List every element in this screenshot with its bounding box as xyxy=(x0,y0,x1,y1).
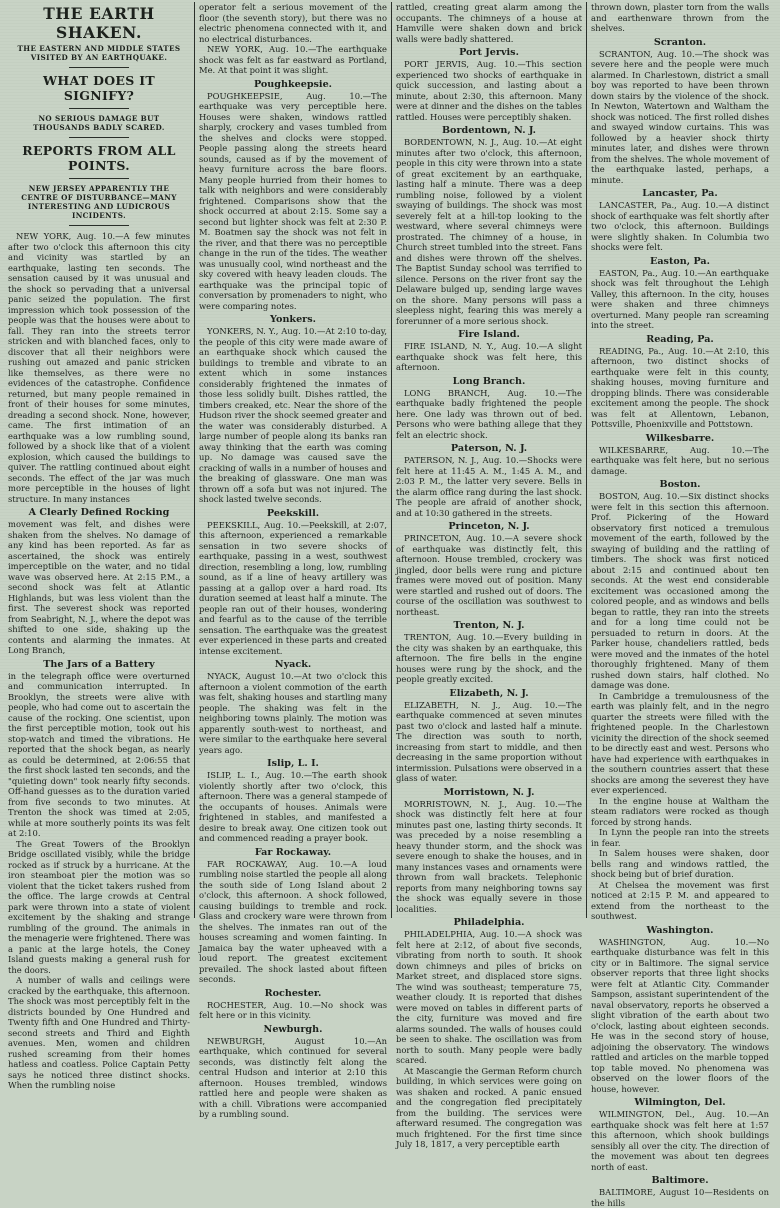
article-paragraph: BORDENTOWN, N. J., Aug. 10.—At eight minutes after two o'clock, this afternoon, people in this city were thrown into a state of great excitement by an earthquake, lasting half a minute. There was a deep rumbling noise, followed by a violent swaying of buildings. The shock was most severely felt at a hill-top looking to the westward, where several chimneys were prostrated. The chimney of a house, in Church street tumbled into the street. Fans and dishes were thrown off the shelves. The Baptist Sunday school was terrified to silence. Persons on the river front say the Delaware bulged up, sending large waves on the shore. Many persons will pass a sleepless night, fearing this was merely a forerunner of a more serious shock. xyxy=(396,137,582,326)
divider xyxy=(69,178,129,179)
place-heading: Washington. xyxy=(646,924,714,936)
place-heading: Reading, Pa. xyxy=(646,333,714,345)
column-4 xyxy=(587,2,773,1208)
article-paragraph: PATERSON, N. J., Aug. 10.—Shocks were felt here at 11:45 A. M., 1:45 A. M., and 2:03 P. M., the latter very severe. Bells in the alarm office rang during the last shock. The people are afraid of another shock, and at 10:30 gathered in the streets. xyxy=(396,455,582,518)
subheadline-3: NEW JERSEY APPARENTLY THE CENTRE OF DISTURBANCE—MANY INTERESTING AND LUDICROUS INCIDENTS. xyxy=(21,184,177,220)
article-paragraph: In Lynn the people ran into the streets in fear. xyxy=(591,827,769,848)
article-paragraph: PEEKSKILL, Aug. 10.—Peekskill, at 2:07, this afternoon, experienced a remarkable sensation in two severe shocks of earthquake, passing in a west, southwest direction, resembling a long, low, rumbling sound, as if a line of heavy artillery was passing at a gallop over a hard road. Its duration seemed at least half a minute. The people ran out of their houses, wondering and fearful as to the cause of the terrible sensation. The earthquake was the greatest ever experienced in these parts and created intense excitement. xyxy=(199,519,387,656)
place-heading: Islip, L. I. xyxy=(267,758,319,769)
subheadline-2: NO SERIOUS DAMAGE BUT THOUSANDS BADLY SCARED. xyxy=(33,114,165,132)
place-heading: Port Jervis. xyxy=(459,47,519,58)
place-heading: Long Branch. xyxy=(452,375,526,387)
place-heading: Fire Island. xyxy=(458,329,520,340)
article-paragraph: The Great Towers of the Brooklyn Bridge oscillated visibly, while the bridge rocked as if struck by a hurricane. At the iron steamboat pier the motion was so violent that the ticket takers rushed from the office. The large crowds at Central park were thrown into a state of violent excitement by the shaking and strange rumbling of the ground. The animals in the menagerie were frightened. There was a panic at the large hotels, the Coney Island guests making a general rush for the doors. xyxy=(8,838,190,975)
place-heading: Lancaster, Pa. xyxy=(642,188,718,199)
article-paragraph: PHILADELPHIA, Aug. 10.—A shock was felt here at 2:12, of about five seconds, vibrating from north to south. It shook down chimneys and piles of bricks on Market street, and displaced store signs. The wind was southeast; temperature 75, weather cloudy. It is reported that dishes were moved on tables in different parts of the city, furniture was moved and fire alarms sounded. The walls of houses could be seen to shake. The oscillation was from north to south. Many people were badly scared. xyxy=(396,929,582,1065)
place-heading: Newburgh. xyxy=(263,1023,323,1035)
divider xyxy=(69,225,129,226)
article-paragraph: At Mascangie the German Reform church building, in which services were going on was shaken and rocked. A panic ensued and the congregation fled precipitately from the building. The services were afterward resumed. The congregation was much frightened. For the first time since July 18, 1817, a very perceptible earth xyxy=(396,1065,582,1149)
article-paragraph: BOSTON, Aug. 10.—Six distinct shocks were felt in this section this afternoon. Prof. Pickering of the Howard observatory first noticed a tremulous movement of the earth, followed by the swaying of building and the rattling of timbers. The shock was first noticed about 2:15 and continued about ten seconds. At the west end considerable excitement was occasioned among the colored people, and as windows and bells began to rattle, they ran into the streets and for a long time could not be persuaded to return in doors. At the Parker house, chandeliers rattled, beds were moved and the inmates of the hotel thoroughly frightened. Many of them rushed down stairs, half clothed. No damage was done. xyxy=(591,491,769,690)
article-paragraph: in the telegraph office were overturned and communication interrupted. In Brooklyn, the streets were alive with people, who had come out to ascertain the cause of the rocking. One scientist, upon the first perceptible motion, took out his stop-watch and timed the vibrations. He reported that the shock began, as nearly as could be determined, at 2:06:55 that the first shock lasted ten seconds, and the "quieting down" took nearly fifty seconds. Off-hand guesses as to the duration varied from five seconds to two minutes. At Trenton the shock was timed at 2:05, while at more southerly points its was felt at 2:10. xyxy=(8,670,190,838)
place-heading: Paterson, N. J. xyxy=(450,443,528,454)
place-heading: Bordentown, N. J. xyxy=(441,125,537,136)
article-paragraph: ELIZABETH, N. J., Aug. 10.—The earthquake commenced at seven minutes past two o'clock and lasted half a minute. The direction was south to north, increasing from start to middle, and then decreasing in the same proportion without intermission. Pulsations were observed in a glass of water. xyxy=(396,699,582,783)
article-paragraph xyxy=(8,231,190,504)
column-3 xyxy=(392,2,586,1149)
article-paragraph: In the engine house at Waltham the steam radiators were rocked as though forced by strong hands. xyxy=(591,795,769,827)
section-heading: A Clearly Defined Rocking xyxy=(28,507,170,518)
article-paragraph: SCRANTON, Aug. 10.—The shock was severe here and the people were much alarmed. In Charlestown, district a small boy was reported to have been thrown down stairs by the violence of the shock. In Newton, Watertown and Waltham the shock was noticed. The first rolled dishes and swayed window curtains. This was followed by a heavier shock thirty minutes later, and dishes were thrown from the shelves. The whole movement of the earthquake lasted, perhaps, a minute. xyxy=(591,48,769,185)
place-heading: Princeton, N. J. xyxy=(448,521,530,532)
article-paragraph: NYACK, August 10.—At two o'clock this afternoon a violent commotion of the earth was felt, shaking houses and startling many people. The shaking was felt in the neighboring towns plainly. The motion was apparently south-west to northeast, and were similar to the earthquake here several years ago. xyxy=(199,671,387,755)
question-headline: WHAT DOES IT SIGNIFY? xyxy=(43,73,155,103)
place-heading: Wilkesbarre. xyxy=(645,432,715,444)
article-paragraph: At Chelsea the movement was first noticed at 2:15 P. M. and appeared to extend from the northeast to the southwest. xyxy=(591,879,769,921)
article-paragraph: PORT JERVIS, Aug. 10.—This section experienced two shocks of earthquake in quick succession, and lasting about a minute, about 2:30, this afternoon. Many were at dinner and the dishes on the tables rattled. Houses were perceptibly shaken. xyxy=(396,59,582,122)
article-paragraph: movement was felt, and dishes were shaken from the shelves. No damage of any kind has been reported. As far as ascertained, the shock was entirely imperceptible on the water, and no tidal wave was observed here. At 2:15 P.M., a second shock was felt at Atlantic Highlands, but was less violent than the first. The severest shock was reported from Seabright, N. J., where the depot was shifted to one side, shaking up the contents and alarming the inmates. At Long Branch, xyxy=(8,519,190,655)
article-paragraph: EASTON, Pa., Aug. 10.—An earthquake shock was felt throughout the Lehigh Valley, this afternoon. In the city, houses were shaken and three chimneys overturned. Many people ran screaming into the street. xyxy=(591,267,769,330)
place-heading: Yonkers. xyxy=(270,314,316,325)
article-paragraph: MORRISTOWN, N. J., Aug. 10.—The shock was distinctly felt here at four minutes past one, lasting thirty seconds. It was preceded by a noise resembling a heavy thunder storm, and the shock was severe enough to shake the houses, and in many instances vases and ornaments were thrown from wall brackets. Telephonic reports from many neighboring towns say the shock was equally severe in those localities. xyxy=(396,798,582,914)
place-heading: Rochester. xyxy=(264,987,322,999)
dateline: NEW YORK, xyxy=(16,231,72,241)
article-paragraph: In Salem houses were shaken, door bells rang and windows rattled, the shock being but of brief duration. xyxy=(591,848,769,879)
article-paragraph: thrown down, plaster torn from the walls and earthenware thrown from the shelves. xyxy=(591,2,769,33)
article-paragraph: LANCASTER, Pa., Aug. 10.—A distinct shock of earthquake was felt shortly after two o'clock, this afternoon. Buildings were slightly shaken. In Columbia two shocks were felt. xyxy=(591,200,769,252)
place-heading: Philadelphia. xyxy=(453,917,525,928)
paragraph-text: Aug. 10.—A few minutes after two o'clock this afternoon this city and vicinity was startled by an earthquake, lasting ten seconds. The sensation caused by it was unusual and the shock so pervading that a universal panic seized the population. The first impression which took possession of the people was that the houses were about to fall. They ran into the streets terror stricken and with blanched faces, only to discover that all their neighbors were rushing out amazed and panic stricken like themselves, as there were no evidences of the catastrophe. Confidence returned, but many people remained in front of their houses for some minutes, dreading a second shock. None, however, came. The first intimation of an earthquake was a low rumbling sound, followed by a shock like that of a violent explosion, which caused the buildings to quiver. The rattling continued about eight seconds. The effect of the jar was much more perceptible in the houses of light structure. In many instances xyxy=(8,231,190,504)
article-paragraph: rattled, creating great alarm among the occupants. The chimneys of a house at Hamville were shaken down and brick walls were badly shattered. xyxy=(396,2,582,44)
article-paragraph: LONG BRANCH, Aug. 10.—The earthquake badly frightened the people here. One lady was thrown out of bed. Persons who were bathing allege that they felt an electric shock. xyxy=(396,387,582,440)
place-heading: Boston. xyxy=(659,479,701,490)
place-heading: Wilmington, Del. xyxy=(634,1097,726,1108)
section-heading: The Jars of a Battery xyxy=(43,658,155,670)
article-paragraph: BALTIMORE, August 10—Residents on the hills xyxy=(591,1187,769,1208)
article-paragraph: WILKESBARRE, Aug. 10.—The earthquake was felt here, but no serious damage. xyxy=(591,444,769,476)
article-paragraph: ISLIP, L. I., Aug. 10.—The earth shook violently shortly after two o'clock, this afternoon. There was a general stampede of the occupants of houses. Animals were frightened in stables, and manifested a desire to break away. One citizen took out and commenced reading a prayer book. xyxy=(199,770,387,843)
column-2 xyxy=(195,2,391,1119)
divider xyxy=(69,108,129,109)
place-heading: Morristown, N. J. xyxy=(443,786,535,798)
article-paragraph: FAR ROCKAWAY, Aug. 10.—A loud rumbling noise startled the people all along the south side of Long Island about 2 o'clock, this afternoon. A shock followed, causing buildings to tremble and rock. Glass and crockery ware were thrown from the shelves. The inmates ran out of the houses screaming and women fainting. In Jamaica bay the water upheaved with a loud report. The greatest excitement prevailed. The shock lasted about fifteen seconds. xyxy=(199,858,387,984)
main-headline: THE EARTH SHAKEN. xyxy=(43,4,155,42)
place-heading: Easton, Pa. xyxy=(650,255,710,267)
column-1 xyxy=(4,2,194,1090)
subheadline-1: THE EASTERN AND MIDDLE STATES VISITED BY AN EARTHQUAKE. xyxy=(17,44,181,62)
divider xyxy=(69,137,129,138)
place-heading: Nyack. xyxy=(274,659,312,670)
place-heading: Baltimore. xyxy=(651,1175,709,1186)
divider xyxy=(69,67,129,68)
article-paragraph: NEWBURGH, August 10.—An earthquake, which continued for several seconds, was distinctly felt along the central Hudson and interior at 2:10 this afternoon. Houses trembled, windows rattled here and people were shaken as with a chill. Vibrations were accompanied by a rumbling sound. xyxy=(199,1035,387,1119)
place-heading: Peekskill. xyxy=(266,507,320,519)
article-paragraph: FIRE ISLAND, N. Y., Aug. 10.—A slight earthquake shock was felt here, this afternoon. xyxy=(396,341,582,372)
article-paragraph: PRINCETON, Aug. 10.—A severe shock of earthquake was distinctly felt, this afternoon. House trembled, crockery was jingled, door bells were rung and picture frames were moved out of position. Many were startled and rushed out of doors. The course of the oscillation was southwest to northeast. xyxy=(396,533,582,617)
place-heading: Trenton, N. J. xyxy=(453,620,525,631)
article-paragraph: POUGHKEEPSIE, Aug. 10.—The earthquake was very perceptible here. Houses were shaken, windows rattled sharply, crockery and vases tumbled from the shelves and clocks were stopped. People passing along the streets heard sounds, caused as if by the movement of heavy furniture across the bare floors. Many people hurried from their homes to talk with neighbors and were considerably frightened. Comparisons show that the shock occurred at about 2:15. Some say a second but lighter shock was felt at 2:30 P. M. Boatmen say the shock was not felt in the river, and that there was no perceptible change in the run of the tides. The weather was unusually cool, wind northeast and the sky covered with heavy leaden clouds. The earthquake was the principal topic of conversation by promenaders to night, who were comparing notes. xyxy=(199,90,387,311)
place-heading: Elizabeth, N. J. xyxy=(449,687,529,699)
reports-headline: REPORTS FROM ALL POINTS. xyxy=(22,143,176,173)
article-paragraph: ROCHESTER, Aug. 10.—No shock was felt here or in this vicinity. xyxy=(199,999,387,1020)
article-paragraph: YONKERS, N. Y., Aug. 10.—At 2:10 to-day, the people of this city were made aware of an earthquake shock which caused the buildings to tremble and vibrate to an extent which in some instances considerably frightened the inmates of those less solidly built. Dishes rattled, the timbers creaked, etc. Near the shore of the Hudson river the shock seemed greater and the water was considerably disturbed. A large number of people along its banks ran away thinking that the earth was coming up. No damage was caused save the cracking of walls in a number of houses and the breaking of glassware. One man was thrown off a sofa but was not injured. The shock lasted twelve seconds. xyxy=(199,326,387,504)
article-paragraph: WASHINGTON, Aug. 10.—No earthquake disturbance was felt in this city or in Baltimore. The signal service observer reports that three light shocks were felt at Atlantic City. Commander Sampson, assistant superintendent of the naval observatory, reports he observed a slight vibration of the earth about two o'clock, lasting about eighteen seconds. He was in the second story of house, adjoining the observatory. The windows rattled and articles on the marble topped top table moved. No phenomena was observed on the lower floors of the house, however. xyxy=(591,936,769,1094)
article-paragraph: In Cambridge a tremulousness of the earth was plainly felt, and in the negro quarter the streets were filled with the frightened people. In the Charlestown vicinity the direction of the shock seemed to be directly east and west. Persons who have had experience with earthquakes in the southern countries assert that these shocks are among the severest they have ever experienced. xyxy=(591,690,769,795)
article-paragraph: TRENTON, Aug. 10.—Every building in the city was shaken by an earthquake, this afternoon. The fire bells in the engine houses were rung by the shock, and the people greatly excited. xyxy=(396,632,582,684)
article-paragraph: WILMINGTON, Del., Aug. 10.—An earthquake shock was felt here at 1:57 this afternoon, which shook buildings sensibly all over the city. The direction of the movement was about ten degrees north of east. xyxy=(591,1109,769,1172)
place-heading: Scranton. xyxy=(653,36,707,48)
place-heading: Far Rockaway. xyxy=(254,846,332,858)
article-paragraph: NEW YORK, Aug. 10.—The earthquake shock was felt as far eastward as Portland, Me. At that point it was slight. xyxy=(199,44,387,75)
article-paragraph: A number of walls and ceilings were cracked by the earthquake, this afternoon. The shock was most perceptibly felt in the districts bounded by One Hundred and Twenty fifth and One Hundred and Thirty-second streets and Third and Eighth avenues. Men, women and children rushed screaming from their homes hatless and coatless. Police Captain Petty says he noticed three distinct shocks. When the rumbling noise xyxy=(8,975,190,1090)
place-heading: Poughkeepsie. xyxy=(253,78,333,90)
article-paragraph: operator felt a serious movement of the floor (the seventh story), but there was no electric phenomena connected with it, and no electrical disturbances. xyxy=(199,2,387,44)
article-paragraph: READING, Pa., Aug. 10.—At 2:10, this afternoon, two distinct shocks of earthquake were felt in this county, shaking houses, moving furniture and dropping blinds. There was considerable excitement among the people. The shock was felt at Allentown, Lebanon, Pottsville, Phoenixville and Pottstown. xyxy=(591,345,769,429)
